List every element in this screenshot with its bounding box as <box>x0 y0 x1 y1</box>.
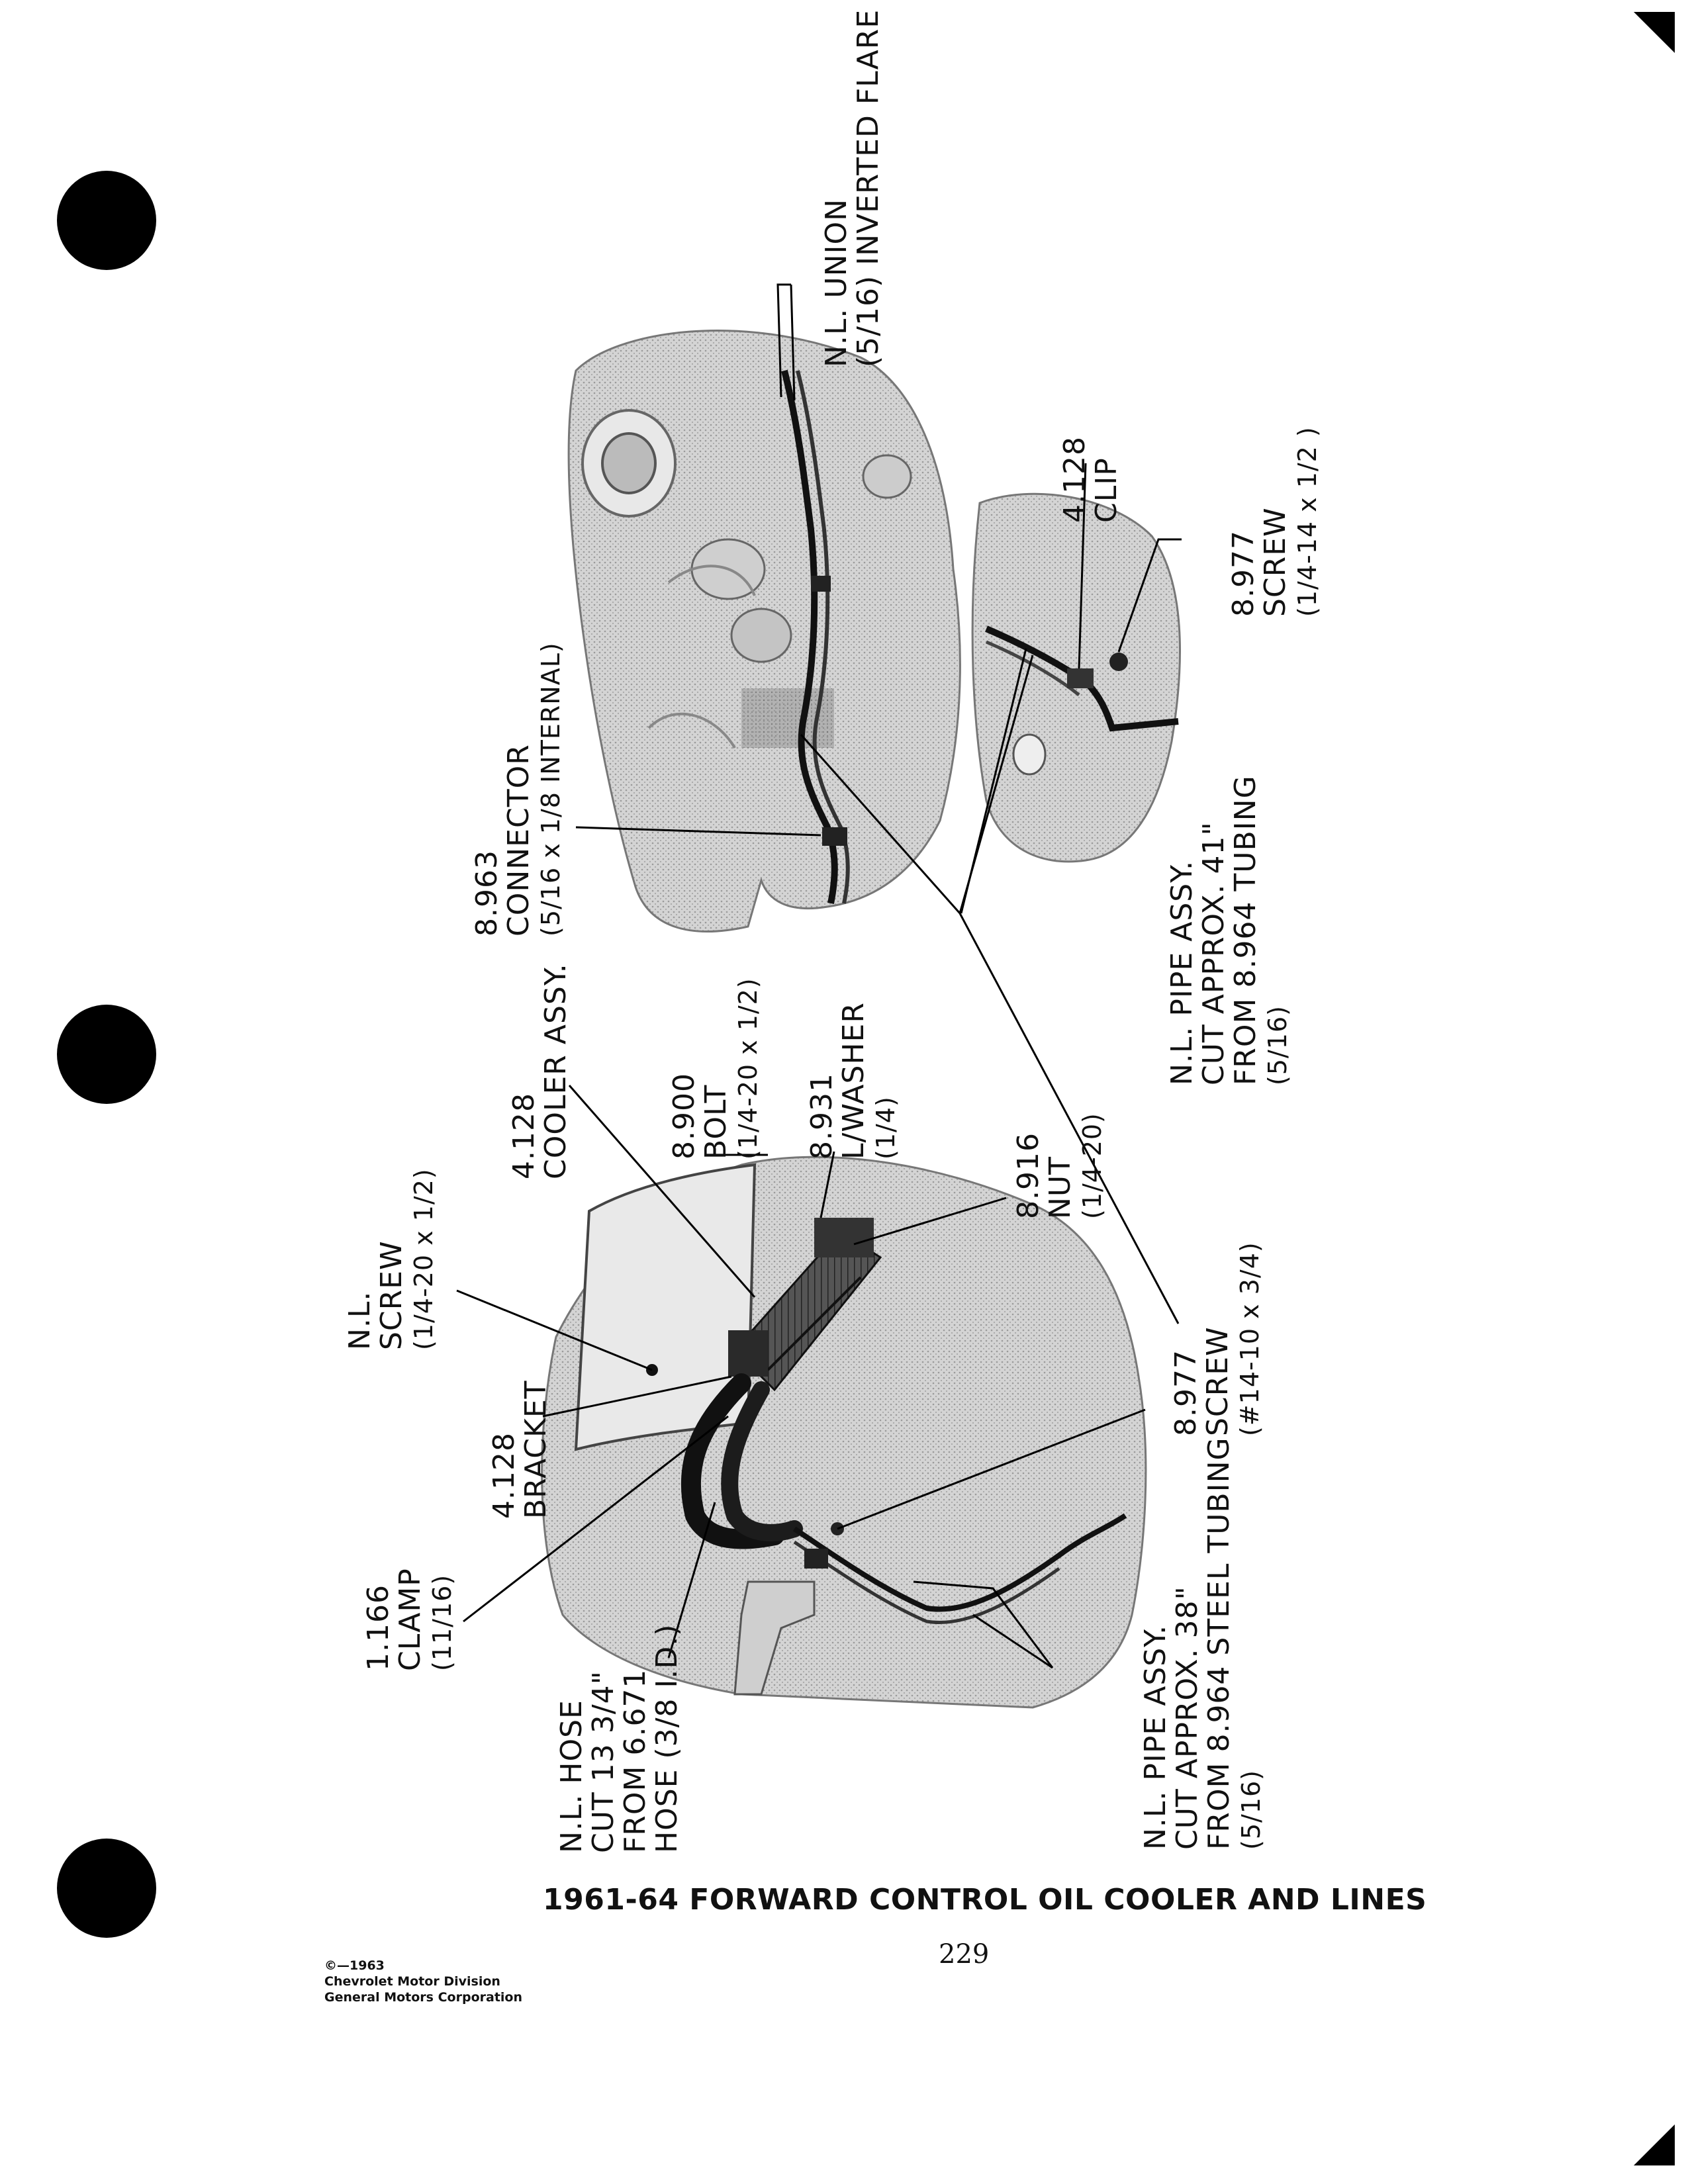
pipe-bottom-label-line4: (5/16) <box>1237 1770 1266 1850</box>
union-label-line1: N.L. UNION <box>820 198 853 367</box>
clip-inset-illustration <box>972 494 1180 862</box>
clip-label-line1: 4.128 <box>1058 436 1092 523</box>
bolt-label-line1: 8.900 <box>667 1073 701 1160</box>
connector-label-line3: (5/16 x 1/8 INTERNAL) <box>536 642 565 936</box>
copyright-line3: General Motors Corporation <box>324 1990 522 2005</box>
copyright-line1: ©—1963 <box>324 1958 385 1973</box>
pipe-bottom-label-line1: N.L. PIPE ASSY. <box>1139 1624 1172 1850</box>
cooler-label-line2: COOLER ASSY. <box>539 963 573 1179</box>
hose-label-line1: N.L. HOSE <box>555 1700 588 1853</box>
bolt-label-line2: BOLT <box>699 1084 733 1160</box>
callout-nl-screw <box>344 1168 440 1350</box>
pipe-top-label-line3: FROM 8.964 TUBING <box>1229 775 1262 1085</box>
copyright-notice <box>324 1958 522 2005</box>
callout-screw-top <box>1228 426 1323 617</box>
callout-pipe-bottom <box>1140 1437 1267 1850</box>
pipe-top-label-line1: N.L. PIPE ASSY. <box>1165 860 1199 1085</box>
screw-bottom-label-line2: SCREW <box>1201 1326 1235 1436</box>
callout-cooler <box>508 963 572 1179</box>
bracket-label-line1: 4.128 <box>487 1432 521 1519</box>
pipe-top-label-line2: CUT APPROX. 41" <box>1197 821 1231 1085</box>
nl-screw-label-line1: N.L. <box>343 1291 377 1350</box>
union-label-line2: (5/16) INVERTED FLARE <box>851 9 885 367</box>
callout-connector <box>471 642 567 936</box>
copyright-line2: Chevrolet Motor Division <box>324 1974 500 1989</box>
page-number: 229 <box>939 1939 990 1970</box>
screw-bottom-label-line1: 8.977 <box>1169 1349 1203 1436</box>
washer-label-line3: (1/4) <box>871 1096 900 1160</box>
clamp-label-line1: 1.166 <box>361 1584 395 1671</box>
screw-top-label-line2: SCREW <box>1258 507 1292 617</box>
callout-nut <box>1013 1113 1108 1219</box>
pipe-bottom-label-line2: CUT APPROX. 38" <box>1170 1586 1204 1850</box>
callout-clamp <box>363 1568 458 1671</box>
callout-pipe-top <box>1166 775 1293 1085</box>
figure-caption: 1961-64 FORWARD CONTROL OIL COOLER AND LINES <box>543 1883 1427 1917</box>
clamp-label-line3: (11/16) <box>428 1574 457 1671</box>
callout-union <box>821 9 884 367</box>
connector-label-line2: CONNECTOR <box>502 744 536 936</box>
screw-top-label-line1: 8.977 <box>1227 530 1260 617</box>
screw-top-label-line3: (1/4-14 x 1/2 ) <box>1293 426 1322 617</box>
nut-label-line2: NUT <box>1043 1156 1077 1219</box>
callout-washer <box>806 1002 902 1160</box>
engine-illustration <box>569 331 960 932</box>
bracket-label-line2: BRACKET <box>519 1380 553 1519</box>
screw-bottom-label-line3: (#14-10 x 3/4) <box>1235 1242 1264 1436</box>
callout-bracket <box>489 1380 552 1519</box>
pipe-bottom-label-line3: FROM 8.964 STEEL TUBING <box>1202 1437 1236 1850</box>
nut-label-line1: 8.916 <box>1011 1132 1045 1219</box>
connector-label-line1: 8.963 <box>470 850 504 936</box>
pipe-top-label-line4: (5/16) <box>1263 1005 1292 1085</box>
callout-screw-bottom <box>1170 1242 1266 1436</box>
clip-label-line2: CLIP <box>1090 457 1123 523</box>
hose-label-line3: FROM 6.671 <box>618 1668 652 1853</box>
nl-screw-label-line3: (1/4-20 x 1/2) <box>409 1168 438 1350</box>
bolt-label-line3: (1/4-20 x 1/2) <box>733 978 763 1160</box>
callout-bolt <box>669 978 764 1160</box>
hose-label-line4: HOSE (3/8 I.D.) <box>650 1623 684 1853</box>
callout-hose <box>556 1624 683 1853</box>
hose-label-line2: CUT 13 3/4" <box>586 1670 620 1853</box>
callout-clip <box>1059 436 1123 523</box>
cooler-label-line1: 4.128 <box>507 1093 541 1179</box>
washer-label-line2: L/WASHER <box>837 1002 870 1160</box>
clamp-label-line2: CLAMP <box>393 1568 427 1671</box>
nut-label-line3: (1/4-20) <box>1078 1113 1107 1219</box>
washer-label-line1: 8.931 <box>805 1073 839 1160</box>
nl-screw-label-line2: SCREW <box>375 1240 408 1350</box>
